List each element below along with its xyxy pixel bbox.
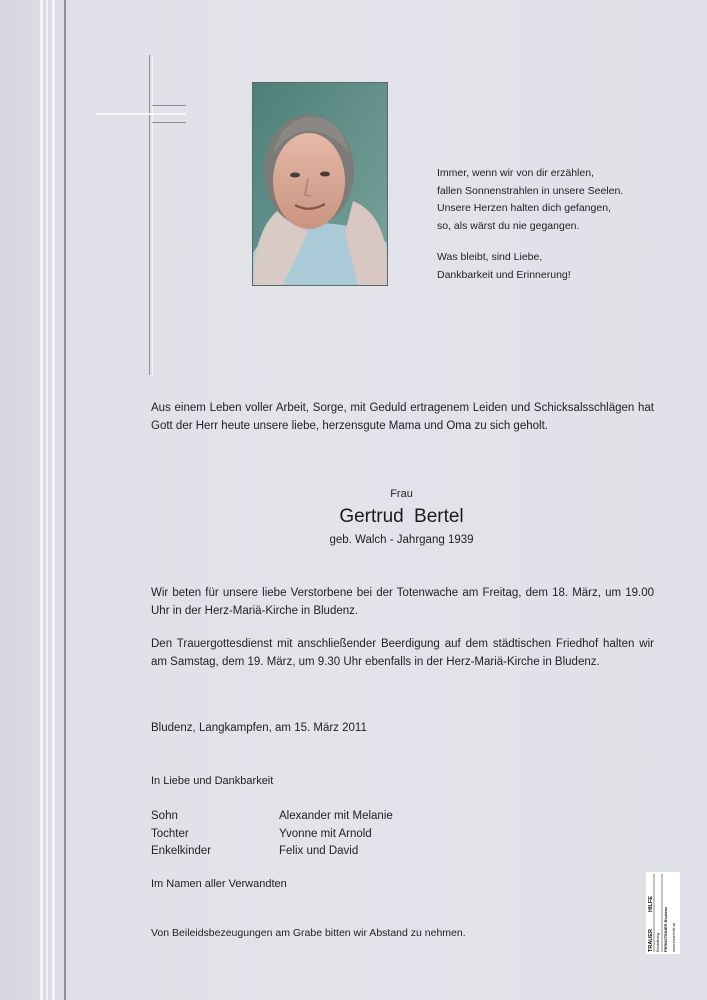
- family-list: [151, 808, 393, 861]
- intro-paragraph: Aus einem Leben voller Arbeit, Sorge, mit Geduld ertragenem Leiden und Schicksalsschlägen hat Gott der Herr heute unsere liebe, herzensgute Mama und Oma zu sich geholt.: [151, 402, 654, 432]
- logo-text: www.trauerhilfe.at: [672, 923, 676, 952]
- closing-line: In Liebe und Dankbarkeit: [151, 775, 274, 787]
- logo-text: HILFE: [648, 896, 654, 912]
- wake-paragraph: Wir beten für unsere liebe Verstorbene bei der Totenwache am Freitag, dem 18. März, um 19.00 Uhr in der Herz-Mariä-Kirche in Bludenz.: [151, 587, 654, 617]
- logo-text: TRAUER: [648, 929, 654, 952]
- poem-line: Was bleibt, sind Liebe,: [437, 251, 543, 263]
- poem-line: Immer, wenn wir von dir erzählen,: [437, 167, 594, 179]
- border-stripe: [64, 0, 66, 1000]
- border-stripe: [52, 0, 55, 1000]
- list-item: [151, 843, 393, 861]
- list-item: [151, 808, 393, 826]
- poem-line: so, als wärst du nie gegangen.: [437, 219, 580, 232]
- condolence-note: Von Beileidsbezeugungen am Grabe bitten wir Abstand zu nehmen.: [151, 927, 466, 939]
- logo-text: Bestattung: [655, 932, 660, 952]
- relation-names: Felix und David: [279, 845, 359, 857]
- border-stripe: [46, 0, 48, 1000]
- funeral-paragraph: Den Trauergottesdienst mit anschließender Beerdigung auf dem städtischen Friedhof halten wir am Samstag, dem 19. März, um 9.30 Uhr ebenfalls in der Herz-Mariä-Kirche in Bludenz.: [151, 638, 654, 668]
- relation-names: Yvonne mit Arnold: [279, 827, 372, 840]
- relation-label: Enkelkinder: [151, 845, 212, 857]
- portrait-photo: [252, 82, 388, 286]
- poem-line: Unsere Herzen halten dich gefangen,: [437, 202, 611, 214]
- funeral-home-logo: [646, 872, 680, 954]
- poem-line: Dankbarkeit und Erinnerung!: [437, 268, 571, 281]
- list-item: [151, 826, 393, 844]
- relation-label: Tochter: [151, 827, 189, 840]
- relation-names: Alexander mit Melanie: [279, 810, 393, 822]
- deceased-details: geb. Walch - Jahrgang 1939: [329, 534, 474, 546]
- logo-text: PERNSTEINER Bludenz: [663, 906, 668, 952]
- relatives-line: Im Namen aller Verwandten: [151, 878, 287, 890]
- poem-line: fallen Sonnenstrahlen in unsere Seelen.: [437, 184, 624, 197]
- place-date: Bludenz, Langkampfen, am 15. März 2011: [151, 722, 367, 734]
- relation-label: Sohn: [151, 810, 178, 822]
- deceased-name: Gertrud Bertel: [339, 506, 464, 527]
- memorial-poem: [437, 165, 623, 298]
- border-stripe: [40, 0, 43, 1000]
- salutation: Frau: [390, 488, 413, 500]
